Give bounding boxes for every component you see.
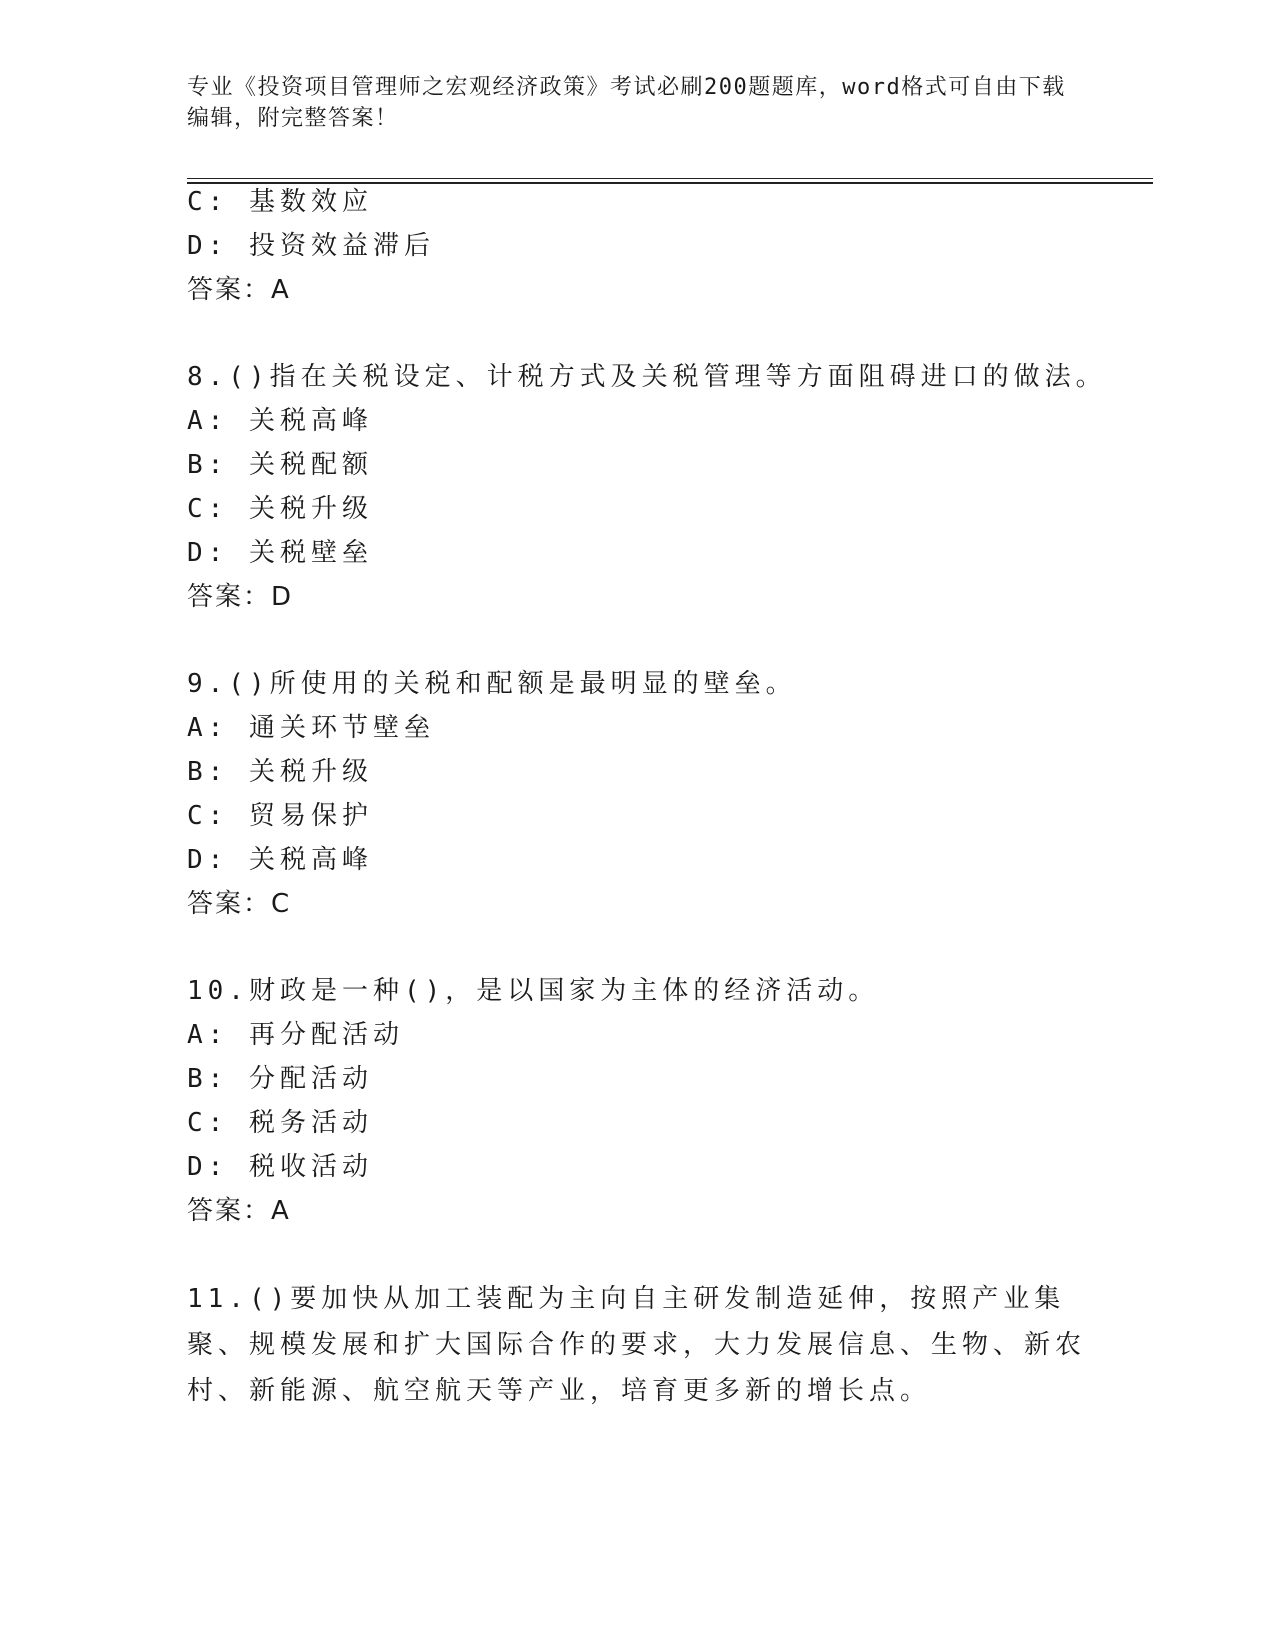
option-text: 贸易保护 [248,801,373,831]
question-stem: 9.()所使用的关税和配额是最明显的壁垒。 [187,669,797,699]
answer-value: C [271,889,292,919]
option-text: 投资效益滞后 [248,231,435,261]
option-text: 分配活动 [248,1064,373,1094]
option-text: 通关环节壁垒 [248,713,435,743]
answer-line [187,1196,291,1226]
option-letter: C [187,1108,208,1138]
option-line: C: 基数效应 [187,187,373,217]
option-line: A: 再分配活动 [187,1020,404,1050]
question-stem: 10.财政是一种()，是以国家为主体的经济活动。 [187,976,880,1006]
option-letter: B [187,757,208,787]
option-line: A: 关税高峰 [187,406,373,436]
question-stem: 8.()指在关税设定、计税方式及关税管理等方面阻碍进口的做法。 [187,362,1107,392]
answer-label: 答案： [187,275,272,305]
option-letter: D [187,231,208,261]
header-divider-thick [187,182,1153,184]
option-line: D: 税收活动 [187,1152,373,1182]
answer-label: 答案： [187,889,272,919]
option-letter: B [187,1064,208,1094]
option-line: D: 投资效益滞后 [187,231,435,261]
header-divider-thin [187,178,1153,179]
answer-line [187,582,293,612]
option-letter: A [187,713,208,743]
answer-line [187,889,291,919]
option-letter: D [187,845,208,875]
option-text: 关税升级 [248,494,373,524]
option-letter: B [187,450,208,480]
option-line: A: 通关环节壁垒 [187,713,435,743]
option-letter: C [187,801,208,831]
answer-value: A [271,275,291,305]
option-line: B: 关税配额 [187,450,373,480]
document-header: 专业《投资项目管理师之宏观经济政策》考试必刷200题题库，word格式可自由下载编辑，附完整答案！ [187,75,1066,131]
answer-value: A [271,1196,291,1226]
question-stem: 11.()要加快从加工装配为主向自主研发制造延伸，按照产业集聚、规模发展和扩大国际合作的要求，大力发展信息、生物、新农村、新能源、航空航天等产业，培育更多新的增长点。 [187,1284,1087,1406]
option-line: D: 关税高峰 [187,845,373,875]
option-text: 关税升级 [248,757,373,787]
option-line: D: 关税壁垒 [187,538,373,568]
answer-value: D [271,582,294,612]
option-letter: A [187,406,208,436]
answer-line [187,275,291,305]
option-text: 再分配活动 [248,1020,404,1050]
option-text: 税收活动 [248,1152,373,1182]
option-text: 关税壁垒 [248,538,373,568]
option-letter: D [187,1152,208,1182]
answer-label: 答案： [187,1196,272,1226]
option-line: C: 贸易保护 [187,801,373,831]
answer-label: 答案： [187,582,272,612]
option-letter: C [187,187,208,217]
option-text: 基数效应 [248,187,373,217]
option-line: C: 税务活动 [187,1108,373,1138]
option-line: B: 分配活动 [187,1064,373,1094]
option-letter: D [187,538,208,568]
option-text: 税务活动 [248,1108,373,1138]
option-text: 关税高峰 [248,845,373,875]
option-letter: A [187,1020,208,1050]
option-text: 关税高峰 [248,406,373,436]
option-letter: C [187,494,208,524]
option-text: 关税配额 [248,450,373,480]
option-line: C: 关税升级 [187,494,373,524]
option-line: B: 关税升级 [187,757,373,787]
